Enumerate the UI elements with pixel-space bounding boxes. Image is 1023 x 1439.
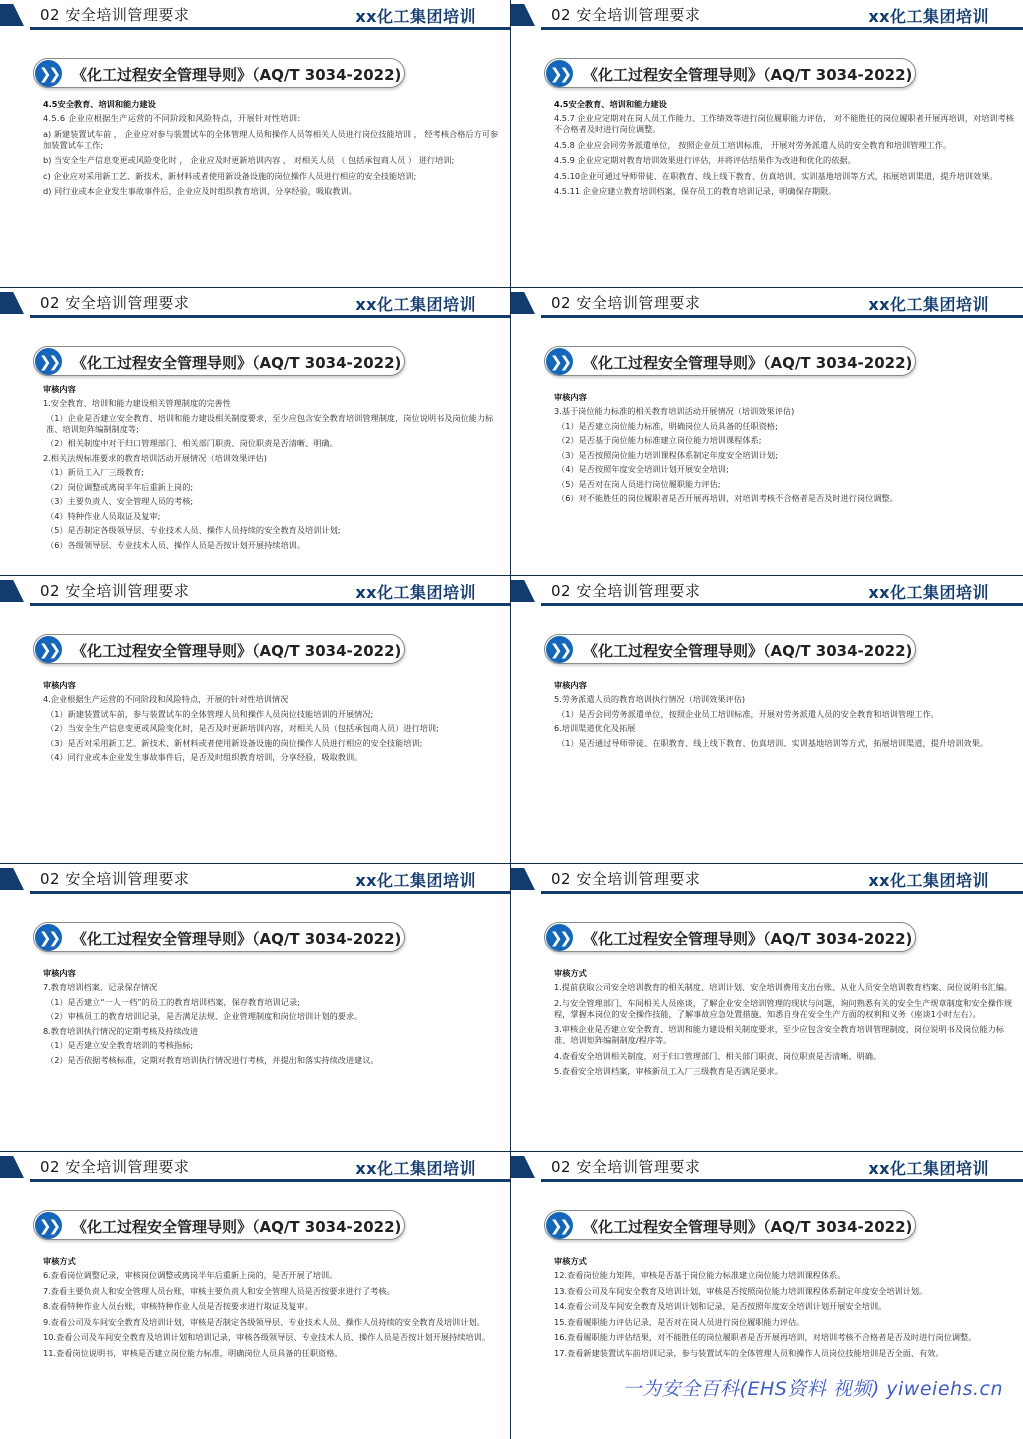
section-heading: 审核内容 xyxy=(554,392,587,402)
body-line: 1.提前获取公司安全培训教育的相关制度、培训计划、安全培训费用支出台账、从业人员安全培训教育档案、岗位说明书汇编。 xyxy=(554,982,1013,992)
double-chevron-right-icon: ❯❯ xyxy=(546,60,573,87)
body-line: 17.查看新建装置试车前培训记录，参与装置试车的全体管理人员和操作人员岗位技能培训是否全面、有效。 xyxy=(554,1347,944,1358)
brand-title: xx化工集团培训 xyxy=(868,7,989,26)
body-line: 5.劳务派遣人员的教育培训执行情况（培训效果评估) xyxy=(554,694,746,704)
body-line: 7.教育培训档案、记录保存情况 xyxy=(43,982,158,992)
standard-title-pill xyxy=(544,346,916,376)
section-title: 02 安全培训管理要求 xyxy=(40,582,190,600)
body-line: （2）当安全生产信息变更或风险变化时，是否及时更新培训内容，对相关人员（包括承包商人员）进行培训; xyxy=(46,723,439,733)
body-line: 5.查看安全培训档案，审核新员工入厂三级教育是否满足要求。 xyxy=(554,1066,783,1076)
brand-title: xx化工集团培训 xyxy=(355,295,476,314)
header-divider xyxy=(541,27,1023,30)
brand-title: xx化工集团培训 xyxy=(868,1159,989,1178)
section-title: 02 安全培训管理要求 xyxy=(40,1158,190,1176)
body-line: 4.5.11 企业应建立教育培训档案，保存员工的教育培训记录，明确保存期限。 xyxy=(554,186,837,196)
section-heading: 审核内容 xyxy=(43,680,76,690)
standard-title-pill xyxy=(544,1210,916,1240)
standard-title: 《化工过程安全管理导则》（AQ/T 3034-2022) xyxy=(72,642,402,660)
body-line: 4.5.6 企业应根据生产运营的不同阶段和风险特点，开展针对性培训: xyxy=(43,113,301,123)
double-chevron-right-icon: ❯❯ xyxy=(546,636,573,663)
section-heading: 审核方式 xyxy=(554,968,587,978)
standard-title: 《化工过程安全管理导则》（AQ/T 3034-2022) xyxy=(72,930,402,948)
body-line: 8.教育培训执行情况的定期考核及持续改进 xyxy=(43,1025,199,1036)
body-line: （1）新建装置试车前，参与装置试车的全体管理人员和操作人员岗位技能培训的开展情况; xyxy=(46,708,374,719)
standard-title: 《化工过程安全管理导则》（AQ/T 3034-2022) xyxy=(583,354,913,372)
body-line: （3）是否按照岗位能力培训课程体系制定年度安全培训计划; xyxy=(557,449,778,460)
body-line: （4）同行业或本企业发生事故事件后，是否及时组织教育培训，分享经验，吸取教训。 xyxy=(46,752,363,762)
body-line: 11.查看岗位说明书，审核是否建立岗位能力标准，明确岗位人员具备的任职资格。 xyxy=(43,1347,343,1358)
double-chevron-right-icon: ❯❯ xyxy=(35,1212,62,1239)
double-chevron-right-icon: ❯❯ xyxy=(35,60,62,87)
body-line: 4.5.9 企业应定期对教育培训效果进行评估，并将评估结果作为改进和优化的依据。 xyxy=(554,155,856,165)
body-line: 7.查看主要负责人和安全管理人员台账，审核主要负责人和安全管理人员是否按要求进行了考核。 xyxy=(43,1285,395,1296)
brand-title: xx化工集团培训 xyxy=(355,7,476,26)
section-heading: 审核内容 xyxy=(554,680,587,690)
body-line: 4.5.8 企业应会同劳务派遣单位， 按照企业员工培训标准， 开展对劳务派遣人员的安全教育和培训管理工作。 xyxy=(554,139,952,150)
section-title: 02 安全培训管理要求 xyxy=(551,6,701,24)
slide-body xyxy=(554,680,1015,752)
brand-title: xx化工集团培训 xyxy=(355,1159,476,1178)
body-line: d) 同行业或本企业发生事故事件后，企业应及时组织教育培训，分享经验，吸取教训。 xyxy=(43,186,357,196)
section-title: 02 安全培训管理要求 xyxy=(40,870,190,888)
slide-2 xyxy=(511,0,1023,288)
section-heading: 4.5安全教育、培训和能力建设 xyxy=(554,99,667,109)
section-heading: 4.5安全教育、培训和能力建设 xyxy=(43,99,156,109)
body-line: a) 新建装置试车前 ， 企业应对参与装置试车的全体管理人员和操作人员等相关人员进行岗位技能培训 ， 经考核合格后方可参加装置试车工作; xyxy=(43,128,499,150)
section-heading: 审核内容 xyxy=(43,384,76,394)
brand-title: xx化工集团培训 xyxy=(868,295,989,314)
body-line: 2.与安全管理部门、车间相关人员座谈，了解企业安全培训管理的现状与问题，询问熟悉有关的安全生产规章制度和安全操作规程，掌握本岗位的安全操作技能，了解事故应急处置措施，知悉自身在安全生产方面的权利和义务（座谈1小时左右）。 xyxy=(554,997,1013,1019)
header-accent-block xyxy=(511,4,535,26)
slide-body xyxy=(43,99,502,202)
standard-title-pill xyxy=(544,58,916,88)
body-line: c) 企业应对采用新工艺、新技术、新材料或者使用新设备设施的岗位操作人员进行相应的安全技能培训; xyxy=(43,170,417,181)
section-title: 02 安全培训管理要求 xyxy=(551,294,701,312)
body-line: （2）相关制度中对于归口管理部门、相关部门职责、岗位职责是否清晰、明确。 xyxy=(46,438,338,448)
body-line: 12.查看岗位能力矩阵，审核是否基于岗位能力标准建立岗位能力培训课程体系。 xyxy=(554,1270,846,1280)
standard-title: 《化工过程安全管理导则》（AQ/T 3034-2022) xyxy=(583,930,913,948)
header-accent-block xyxy=(511,292,535,314)
header-divider xyxy=(30,27,510,30)
body-line: （5）是否制定各级领导层、专业技术人员、操作人员持续的安全教育及培训计划; xyxy=(46,525,341,535)
slide-1 xyxy=(0,0,511,288)
body-line: 4.企业根据生产运营的不同阶段和风险特点，开展的针对性培训情况 xyxy=(43,694,289,704)
body-line: 4.5.10企业可通过导师带徒、在职教育、线上线下教育、仿真培训、实训基地培训等方式，拓展培训渠道，提升培训效果。 xyxy=(554,170,998,181)
body-line: 3.基于岗位能力标准的相关教育培训活动开展情况（培训效果评估) xyxy=(554,406,795,416)
body-line: 16.查看履职能力评估结果，对不能胜任的岗位履职者是否开展再培训，对培训考核不合格者是否及时进行岗位调整。 xyxy=(554,1332,977,1342)
brand-title: xx化工集团培训 xyxy=(355,583,476,602)
standard-title-pill xyxy=(544,922,916,952)
body-line: （1）是否建立岗位能力标准，明确岗位人员具备的任职资格; xyxy=(557,420,778,431)
slide-7 xyxy=(0,864,511,1152)
standard-title: 《化工过程安全管理导则》（AQ/T 3034-2022) xyxy=(583,1218,913,1236)
double-chevron-right-icon: ❯❯ xyxy=(546,924,573,951)
slide-5 xyxy=(0,576,511,864)
section-heading: 审核方式 xyxy=(43,1256,76,1266)
body-line: （4）是否按照年度安全培训计划开展安全培训; xyxy=(557,464,729,474)
header-accent-block xyxy=(0,580,24,602)
body-line: （2）审核员工的教育培训记录，是否满足法规、企业管理制度和岗位培训计划的要求。 xyxy=(46,1011,363,1021)
brand-title: xx化工集团培训 xyxy=(868,583,989,602)
body-line: （3）主要负责人、安全管理人员的考核; xyxy=(46,496,194,506)
body-line: （6）各级领导层、专业技术人员、操作人员是否按计划开展持续培训。 xyxy=(46,539,306,550)
header-divider xyxy=(30,315,510,318)
body-line: 14.查看公司及车间安全教育及培训计划和记录，是否按照年度安全培训计划开展安全培训。 xyxy=(554,1301,887,1311)
section-title: 02 安全培训管理要求 xyxy=(551,582,701,600)
double-chevron-right-icon: ❯❯ xyxy=(35,924,62,951)
header-divider xyxy=(541,891,1023,894)
header-accent-block xyxy=(0,292,24,314)
body-line: （1）是否建立安全教育培训的考核指标; xyxy=(46,1040,194,1050)
section-title: 02 安全培训管理要求 xyxy=(551,870,701,888)
standard-title-pill xyxy=(544,634,916,664)
section-heading: 审核方式 xyxy=(554,1256,587,1266)
header-divider xyxy=(541,1179,1023,1182)
double-chevron-right-icon: ❯❯ xyxy=(35,348,62,375)
brand-title: xx化工集团培训 xyxy=(355,871,476,890)
body-line: （2）是否依据考核标准，定期对教育培训执行情况进行考核，并提出和落实持续改进建议。 xyxy=(46,1054,379,1065)
standard-title: 《化工过程安全管理导则》（AQ/T 3034-2022) xyxy=(72,66,402,84)
header-divider xyxy=(30,603,510,606)
body-line: （1）新员工入厂三级教育; xyxy=(46,467,145,477)
body-line: 10.查看公司及车间安全教育及培训计划和培训记录，审核各级领导层、专业技术人员、操作人员是否按计划开展持续培训。 xyxy=(43,1332,490,1342)
standard-title: 《化工过程安全管理导则》（AQ/T 3034-2022) xyxy=(583,66,913,84)
body-line: 2.相关法规标准要求的教育培训活动开展情况（培训效果评估) xyxy=(43,452,267,463)
standard-title-pill xyxy=(33,634,405,664)
header-accent-block xyxy=(0,868,24,890)
body-line: （2）岗位调整或离岗半年后重新上岗的; xyxy=(46,481,194,492)
watermark-text: 一为安全百科(EHS资料 视频) yiweiehs.cn xyxy=(622,1378,1003,1400)
body-line: （2）是否基于岗位能力标准建立岗位能力培训课程体系; xyxy=(557,435,762,445)
slide-body xyxy=(554,1256,1015,1363)
section-title: 02 安全培训管理要求 xyxy=(40,294,190,312)
slide-body xyxy=(554,968,1015,1082)
body-line: 15.查看履职能力评估记录，是否对在岗人员进行岗位履职能力评估。 xyxy=(554,1316,805,1327)
body-line: 4.5.7 企业应定期对在岗人员工作能力、工作绩效等进行岗位履职能力评估， 对不能胜任的岗位履职者开展再培训，对培训考核不合格者及时进行岗位调整。 xyxy=(554,113,1014,134)
body-line: 9.查看公司及车间安全教育及培训计划，审核是否制定各级领导层、专业技术人员、操作人员持续的安全教育及培训计划。 xyxy=(43,1316,485,1327)
body-line: （1）是否通过导师带徒、在职教育、线上线下教育、仿真培训、实训基地培训等方式，拓展培训渠道，提升培训效果。 xyxy=(557,737,988,748)
body-line: 8.查看特种作业人员台账，审核特种作业人员是否按要求进行取证及复审。 xyxy=(43,1301,313,1311)
body-line: （5）是否对在岗人员进行岗位履职能力评估; xyxy=(557,478,721,489)
body-line: 4.查看安全培训相关制度，对于归口管理部门、相关部门职责、岗位职责是否清晰、明确。 xyxy=(554,1050,882,1061)
slide-8 xyxy=(511,864,1023,1152)
body-line: 13.查看公司及车间安全教育及培训计划，审核是否按照岗位能力培训课程体系制定年度安全培训计划。 xyxy=(554,1285,928,1296)
standard-title-pill xyxy=(33,922,405,952)
header-accent-block xyxy=(511,580,535,602)
slide-3 xyxy=(0,288,511,576)
section-title: 02 安全培训管理要求 xyxy=(40,6,190,24)
section-title: 02 安全培训管理要求 xyxy=(551,1158,701,1176)
body-line: （4）特种作业人员取证及复审; xyxy=(46,510,161,521)
header-accent-block xyxy=(511,868,535,890)
header-divider xyxy=(30,1179,510,1182)
body-line: 6.查看岗位调整记录，审核岗位调整或离岗半年后重新上岗的，是否开展了培训。 xyxy=(43,1270,338,1280)
header-accent-block xyxy=(511,1156,535,1178)
slide-body xyxy=(43,968,502,1069)
body-line: （1）企业是否建立安全教育、培训和能力建设相关制度要求，至少应包含安全教育培训管理制度，岗位说明书及岗位能力标准、培训矩阵编制制度等; xyxy=(46,412,494,434)
header-divider xyxy=(30,891,510,894)
header-accent-block xyxy=(0,4,24,26)
body-line: （3）是否对采用新工艺、新技术、新材料或者使用新设备设施的岗位操作人员进行相应的安全技能培训; xyxy=(46,737,423,748)
slide-9 xyxy=(0,1152,511,1439)
slide-body xyxy=(554,99,1015,202)
standard-title-pill xyxy=(33,58,405,88)
slide-body xyxy=(43,1256,502,1363)
double-chevron-right-icon: ❯❯ xyxy=(546,1212,573,1239)
header-divider xyxy=(541,603,1023,606)
body-line: 1.安全教育、培训和能力建设相关管理制度的完善性 xyxy=(43,398,231,408)
body-line: 3.审核企业是否建立安全教育、培训和能力建设相关制度要求，至少应包含安全教育培训管理制度，岗位说明书及岗位能力标准、培训矩阵编制制度/程序等。 xyxy=(554,1024,1004,1045)
slide-body xyxy=(43,384,502,554)
standard-title: 《化工过程安全管理导则》（AQ/T 3034-2022) xyxy=(72,354,402,372)
slide-body xyxy=(554,392,1015,508)
standard-title: 《化工过程安全管理导则》（AQ/T 3034-2022) xyxy=(72,1218,402,1236)
body-line: （1）是否建立“一人一档”的员工的教育培训档案，保存教育培训记录; xyxy=(46,996,300,1007)
body-line: （1）是否会同劳务派遣单位，按照企业员工培训标准，开展对劳务派遣人员的安全教育和培训管理工作。 xyxy=(557,708,939,719)
double-chevron-right-icon: ❯❯ xyxy=(35,636,62,663)
slide-10 xyxy=(511,1152,1023,1439)
standard-title-pill xyxy=(33,346,405,376)
header-accent-block xyxy=(0,1156,24,1178)
standard-title: 《化工过程安全管理导则》（AQ/T 3034-2022) xyxy=(583,642,913,660)
double-chevron-right-icon: ❯❯ xyxy=(546,348,573,375)
brand-title: xx化工集团培训 xyxy=(868,871,989,890)
body-line: b) 当安全生产信息变更或风险变化时 ， 企业应及时更新培训内容 ， 对相关人员 （ 包括承包商人员 ） 进行培训; xyxy=(43,155,455,165)
slide-6 xyxy=(511,576,1023,864)
body-line: （6）对不能胜任的岗位履职者是否开展再培训，对培训考核不合格者是否及时进行岗位调整。 xyxy=(557,493,898,503)
section-heading: 审核内容 xyxy=(43,968,76,978)
slide-4 xyxy=(511,288,1023,576)
header-divider xyxy=(541,315,1023,318)
standard-title-pill xyxy=(33,1210,405,1240)
slide-body xyxy=(43,680,502,767)
body-line: 6.培训渠道优化及拓展 xyxy=(554,723,636,733)
